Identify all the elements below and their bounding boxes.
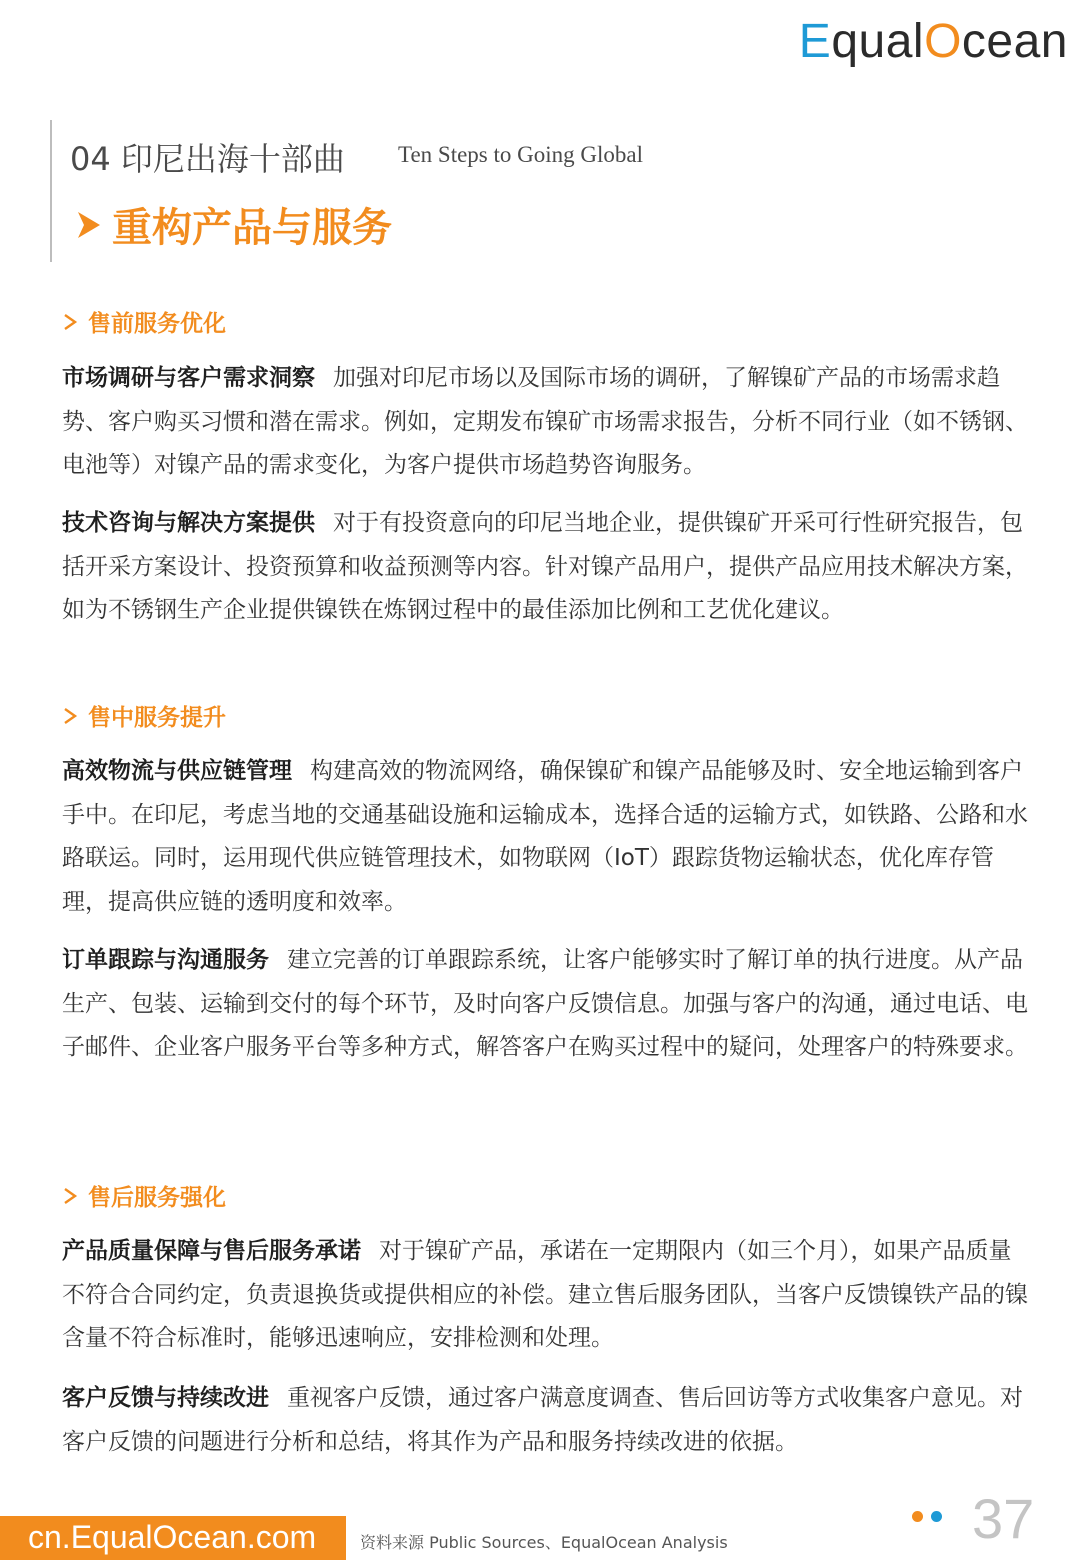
paragraph bbox=[62, 1230, 1032, 1361]
logo-e: E bbox=[798, 15, 832, 68]
chevron-right-icon bbox=[62, 707, 78, 725]
logo-o: O bbox=[924, 15, 962, 68]
page-title-row bbox=[76, 196, 392, 253]
paragraph-body: 对于有投资意向的印尼当地企业，提供镍矿开采可行性研究报告，包括开采方案设计、投资预算和收益预测等内容。针对镍产品用户，提供产品应用技术解决方案，如为不锈钢生产企业提供镍铁在炼钢过程中的最佳添加比例和工艺优化建议。 bbox=[62, 510, 1028, 623]
paragraph-lead: 订单跟踪与沟通服务 bbox=[62, 947, 269, 973]
chevron-right-icon bbox=[76, 210, 102, 240]
paragraph-body: 对于镍矿产品，承诺在一定期限内（如三个月），如果产品质量不符合合同约定，负责退换货或提供相应的补偿。建立售后服务团队，当客户反馈镍铁产品的镍含量不符合标准时，能够迅速响应，安排检测和处理。 bbox=[62, 1238, 1028, 1351]
paragraph-lead: 高效物流与供应链管理 bbox=[62, 758, 292, 784]
paragraph-lead: 产品质量保障与售后服务承诺 bbox=[62, 1238, 361, 1264]
page-title: 重构产品与服务 bbox=[112, 205, 392, 251]
chevron-right-icon bbox=[62, 1187, 78, 1205]
header-divider bbox=[50, 120, 52, 262]
paragraph bbox=[62, 750, 1032, 924]
paragraph bbox=[62, 1377, 1032, 1464]
orange-dot-icon bbox=[912, 1511, 923, 1522]
equalocean-logo bbox=[799, 14, 1068, 69]
section-heading-aftersale bbox=[62, 1179, 226, 1212]
paragraph-body: 建立完善的订单跟踪系统，让客户能够实时了解订单的执行进度。从产品生产、包装、运输到交付的每个环节，及时向客户反馈信息。加强与客户的沟通，通过电话、电子邮件、企业客户服务平台等多种方式，解答客户在购买过程中的疑问，处理客户的特殊要求。 bbox=[62, 947, 1028, 1060]
section-heading-label: 售前服务优化 bbox=[88, 311, 226, 337]
chapter-title: 04 印尼出海十部曲 bbox=[70, 140, 345, 178]
footer-url[interactable]: cn.EqualOcean.com bbox=[28, 1519, 317, 1555]
paragraph bbox=[62, 502, 1032, 633]
paragraph bbox=[62, 939, 1032, 1070]
blue-dot-icon bbox=[931, 1511, 942, 1522]
paragraph-body: 重视客户反馈，通过客户满意度调查、售后回访等方式收集客户意见。对客户反馈的问题进行分析和总结，将其作为产品和服务持续改进的依据。 bbox=[62, 1385, 1023, 1455]
chapter-title-en: Ten Steps to Going Global bbox=[398, 142, 643, 167]
paragraph-lead: 市场调研与客户需求洞察 bbox=[62, 365, 315, 391]
source-note: 资料来源 Public Sources、EqualOcean Analysis bbox=[360, 1533, 728, 1552]
paragraph-lead: 技术咨询与解决方案提供 bbox=[62, 510, 315, 536]
section-heading-label: 售中服务提升 bbox=[88, 705, 226, 731]
paragraph bbox=[62, 357, 1032, 488]
section-heading-label: 售后服务强化 bbox=[88, 1185, 226, 1211]
section-heading-insale bbox=[62, 699, 226, 732]
page-number: 37 bbox=[972, 1487, 1035, 1550]
paragraph-lead: 客户反馈与持续改进 bbox=[62, 1385, 269, 1411]
chevron-right-icon bbox=[62, 313, 78, 331]
paragraph-body: 构建高效的物流网络，确保镍矿和镍产品能够及时、安全地运输到客户手中。在印尼，考虑当地的交通基础设施和运输成本，选择合适的运输方式，如铁路、公路和水路联运。同时，运用现代供应链管理技术，如物联网（IoT）跟踪货物运输状态，优化库存管理，提高供应链的透明度和效率。 bbox=[62, 758, 1028, 915]
logo-end: cean bbox=[961, 15, 1068, 68]
section-heading-presale bbox=[62, 305, 226, 338]
logo-mid: qual bbox=[831, 15, 925, 68]
paragraph-body: 加强对印尼市场以及国际市场的调研，了解镍矿产品的市场需求趋势、客户购买习惯和潜在需求。例如，定期发布镍矿市场需求报告，分析不同行业（如不锈钢、电池等）对镍产品的需求变化，为客户提供市场趋势咨询服务。 bbox=[62, 365, 1028, 478]
